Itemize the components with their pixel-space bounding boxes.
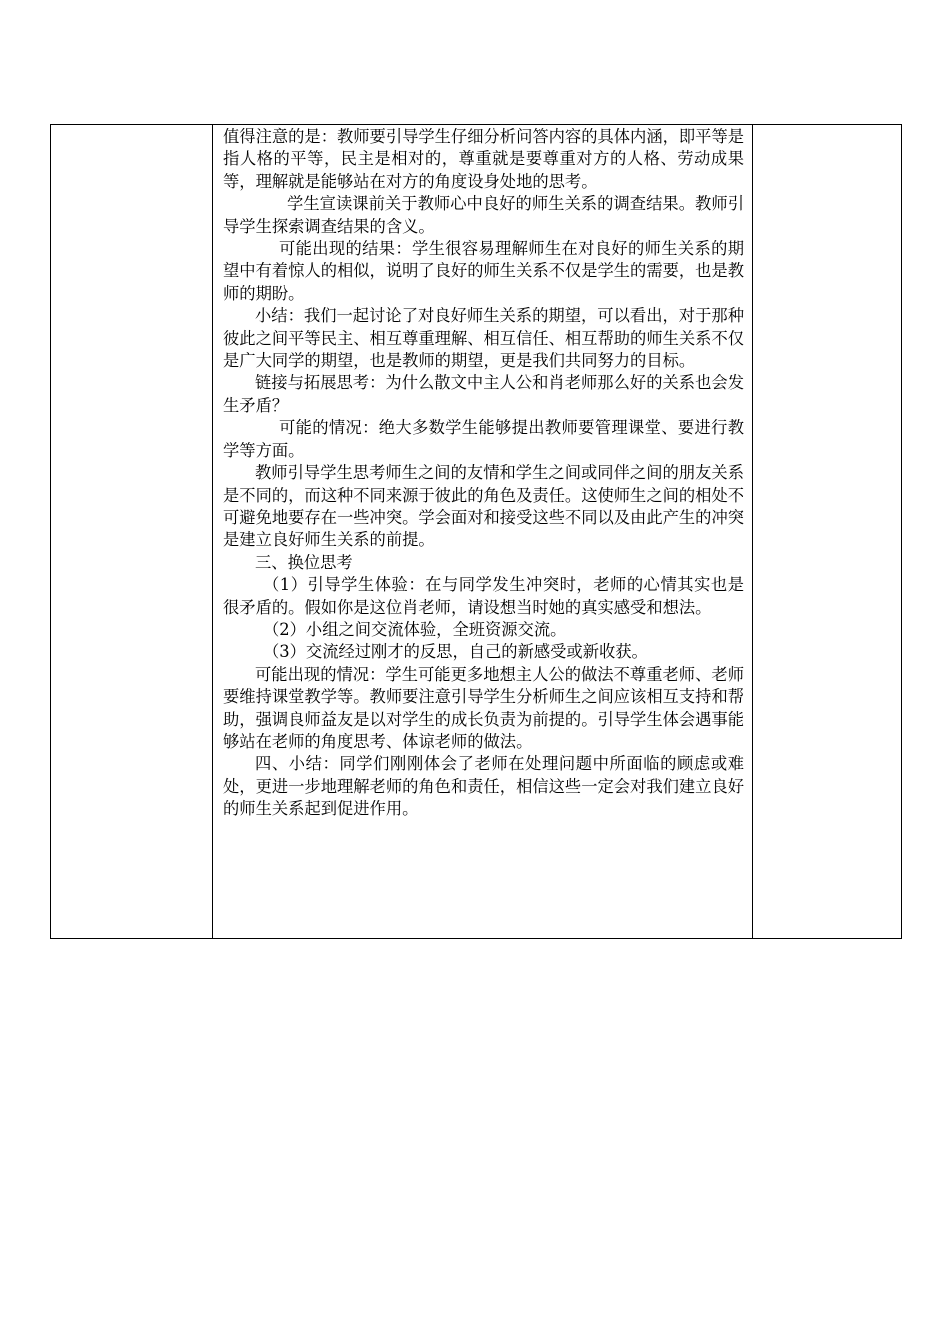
- paragraph-summary-expectation: 小结：我们一起讨论了对良好师生关系的期望，可以看出，对于那种彼此之间平等民主、相互尊重理解、相互信任、相互帮助的师生关系不仅是广大同学的期望，也是教师的期望，更是我们共同努力的目标。: [223, 306, 745, 371]
- paragraph-possible-situation: 可能的情况：绝大多数学生能够提出教师要管理课堂、要进行教学等方面。: [223, 418, 744, 460]
- content-cell: [213, 125, 753, 939]
- section-heading-perspective: 三、换位思考: [255, 552, 353, 572]
- section-heading-summary: 四、小结：同学们刚刚体会了老师在处理问题中所面临的顾虑或难处，更进一步地理解老师的角色和责任，相信这些一定会对我们建立良好的师生关系起到促进作用。: [223, 754, 745, 819]
- paragraph-attention-note: 值得注意的是：教师要引导学生仔细分析问答内容的具体内涵，即平等是指人格的平等，民主是相对的，尊重就是要尊重对方的人格、劳动成果等，理解就是能够站在对方的角度设身处地的思考。: [223, 127, 745, 191]
- content-body: [213, 125, 752, 821]
- paragraph-possible-situation-2: 可能出现的情况：学生可能更多地想主人公的做法不尊重老师、老师要维持课堂教学等。教师要注意引导学生分析师生之间应该相互支持和帮助，强调良师益友是以对学生的成长负责为前提的。引导学生体会遇事能够站在老师的角度思考、体谅老师的做法。: [223, 664, 745, 751]
- left-empty-cell: [51, 125, 213, 939]
- right-empty-cell: [753, 125, 902, 939]
- lesson-table: [50, 124, 902, 939]
- paragraph-step-3: （3）交流经过刚才的反思，自己的新感受或新收获。: [263, 642, 648, 662]
- paragraph-step-2: （2）小组之间交流体验，全班资源交流。: [263, 619, 567, 639]
- paragraph-survey-reading: 学生宣读课前关于教师心中良好的师生关系的调查结果。教师引导学生探索调查结果的含义。: [223, 194, 744, 236]
- paragraph-possible-result: 可能出现的结果：学生很容易理解师生在对良好的师生关系的期望中有着惊人的相似，说明了良好的师生关系不仅是学生的需要，也是教师的期盼。: [223, 239, 745, 303]
- table-row: [51, 125, 902, 939]
- paragraph-teacher-guidance: 教师引导学生思考师生之间的友情和学生之间或同伴之间的朋友关系是不同的，而这种不同来源于彼此的角色及责任。这使师生之间的相处不可避免地要存在一些冲突。学会面对和接受这些不同以及由此产生的冲突是建立良好师生关系的前提。: [223, 463, 745, 550]
- paragraph-extension-thinking: 链接与拓展思考：为什么散文中主人公和肖老师那么好的关系也会发生矛盾？: [223, 373, 744, 415]
- paragraph-step-1: （1）引导学生体验：在与同学发生冲突时，老师的心情其实也是很矛盾的。假如你是这位肖老师，请设想当时她的真实感受和想法。: [223, 575, 744, 617]
